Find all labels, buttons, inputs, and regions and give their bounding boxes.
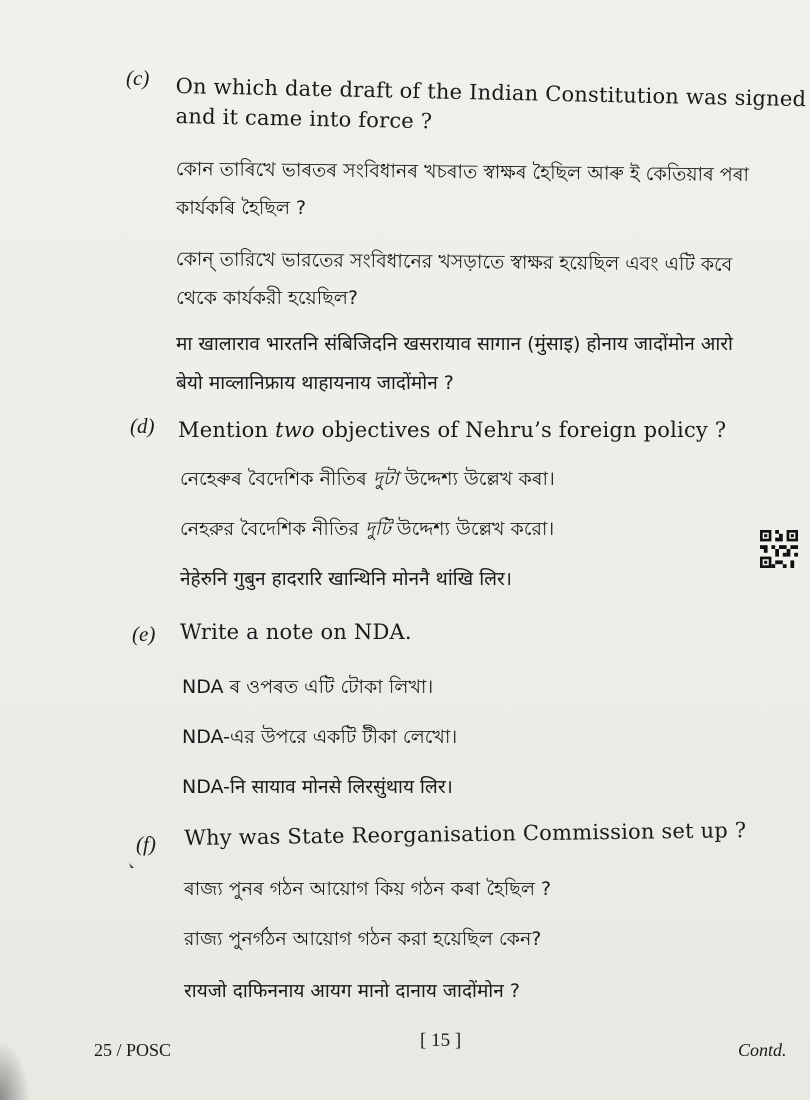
- question-d-english: [178, 414, 726, 446]
- question-d-bengali-post: উদ্দেশ্য উল্লেখ করো।: [390, 518, 555, 540]
- question-e-label: (e): [132, 622, 156, 646]
- question-d-bengali-pre: নেহরুর বৈদেশিক নীতির: [180, 518, 365, 540]
- question-e-bodo: NDA-नि सायाव मोनसे लिरसुंथाय लिर।: [182, 776, 453, 798]
- question-c-english-line1: On which date draft of the Indian Constitution was signed: [175, 73, 807, 112]
- question-f-label: (f): [136, 832, 156, 856]
- question-c-english-line2: and it came into force ?: [175, 103, 433, 134]
- question-d-assamese-pre: নেহেৰুৰ বৈদেশিক নীতিৰ: [180, 468, 373, 490]
- question-d-bengali: [180, 510, 554, 548]
- question-d-bodo: नेहेरुनि गुबुन हादरारि खान्थिनि मोननै थांखि लिर।: [180, 568, 513, 590]
- question-d-english-emphasis: two: [275, 418, 315, 442]
- question-d-label: (d): [130, 414, 155, 438]
- question-c-assamese-line2: কাৰ্যকৰি হৈছিল ?: [176, 197, 307, 219]
- question-f-bengali: রাজ্য পুনর্গঠন আয়োগ গঠন করা হয়েছিল কেন?: [184, 928, 542, 950]
- stray-mark-icon: [128, 862, 136, 870]
- question-d-english-pre: Mention: [178, 418, 276, 442]
- question-d-assamese-post: উদ্দেশ্য উল্লেখ কৰা।: [398, 468, 555, 490]
- page-edge-shadow: [0, 1040, 30, 1100]
- paper-code: 25 / POSC: [94, 1040, 172, 1060]
- question-d-english-post: objectives of Nehru’s foreign policy ?: [314, 418, 727, 442]
- question-f-bodo: रायजो दाफिननाय आयग मानो दानाय जादोंमोन ?: [184, 980, 520, 1002]
- question-c-assamese-line1: কোন তাৰিখে ভাৰতৰ সংবিধানৰ খচৰাত স্বাক্ষৰ হৈছিল আৰু ই কেতিয়াৰ পৰা: [175, 157, 750, 187]
- question-d-assamese: [180, 460, 555, 498]
- question-d-bengali-emphasis: দুটি: [364, 518, 391, 540]
- question-f-english: Why was State Reorganisation Commission set up ?: [184, 818, 747, 850]
- question-e-bengali: NDA-এর উপরে একটি টীকা লেখো।: [182, 726, 458, 748]
- question-c-label: (c): [126, 66, 150, 90]
- question-f-assamese: ৰাজ্য পুনৰ গঠন আয়োগ কিয় গঠন কৰা হৈছিল ?: [184, 878, 552, 900]
- question-e-english: Write a note on NDA.: [180, 620, 412, 644]
- continued-label: Contd.: [738, 1040, 787, 1060]
- question-c-bengali-line1: কোন্‌ তারিখে ভারতের সংবিধানের খসড়াতে স্বাক্ষর হয়েছিল এবং এটি কবে: [175, 247, 733, 276]
- question-d-assamese-emphasis: দুটা: [372, 468, 399, 490]
- qr-code-icon: [760, 530, 798, 568]
- page-number: [ 15 ]: [420, 1030, 462, 1051]
- question-c-bodo-line2: बेयो माव्लानिफ्राय थाहायनाय जादोंमोन ?: [176, 372, 454, 394]
- question-e-assamese: NDA ৰ ওপৰত এটি টোকা লিখা।: [182, 676, 434, 698]
- question-c-bengali-line2: থেকে কার্যকরী হয়েছিল?: [176, 287, 358, 309]
- question-c-bodo-line1: मा खालाराव भारतनि संबिजिदनि खसरायाव सागान (मुंसाइ) होनाय जादोंमोन आरो: [176, 333, 733, 355]
